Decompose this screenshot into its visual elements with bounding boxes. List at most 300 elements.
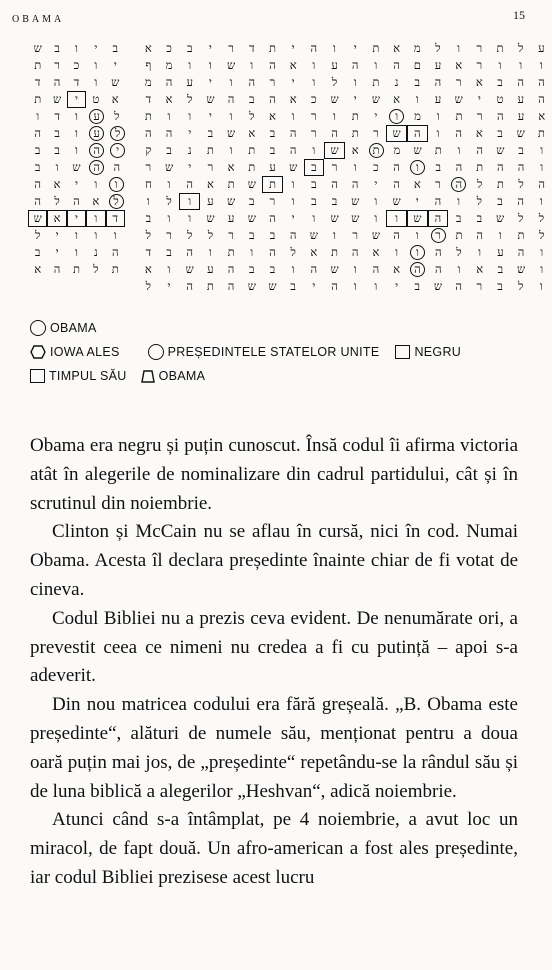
- legend-row: [30, 340, 461, 364]
- grid-letter: ה: [310, 262, 318, 276]
- grid-letter: ו: [146, 194, 150, 208]
- grid-letter: ל: [109, 194, 124, 209]
- grid-letter: ד: [54, 109, 60, 123]
- grid-row: [138, 125, 552, 142]
- grid-letter: ב: [269, 143, 276, 157]
- grid-letter: ב: [269, 228, 276, 242]
- grid-letter: ת: [268, 41, 276, 55]
- grid-letter: ו: [250, 58, 254, 72]
- grid-letter: ק: [145, 143, 152, 157]
- grid-letter: ו: [55, 160, 59, 174]
- grid-letter: ש: [433, 279, 443, 293]
- grid-row: [138, 40, 552, 57]
- grid-letter: ש: [330, 211, 339, 225]
- grid-letter: ש: [351, 211, 360, 225]
- grid-letter: ו: [539, 279, 543, 293]
- grid-letter: ו: [208, 245, 212, 259]
- grid-letter: ת: [351, 109, 359, 123]
- grid-letter: ו: [540, 160, 544, 174]
- grid-letter: ו: [312, 211, 316, 225]
- grid-letter: ש: [206, 211, 215, 225]
- grid-letter: ת: [262, 176, 283, 193]
- grid-letter: ו: [353, 279, 357, 293]
- grid-letter: ב: [497, 262, 504, 276]
- grid-letter: ש: [227, 126, 236, 140]
- page-number: 15: [513, 8, 525, 22]
- grid-letter: ש: [227, 58, 236, 72]
- grid-letter: ה: [53, 75, 61, 89]
- grid-letter: א: [393, 262, 401, 276]
- grid-letter: ל: [518, 177, 524, 191]
- grid-letter: ח: [144, 177, 152, 191]
- grid-letter: ו: [75, 228, 78, 242]
- grid-letter: מ: [414, 109, 421, 123]
- grid-letter: ב: [414, 279, 421, 293]
- grid-letter: ב: [269, 126, 276, 140]
- grid-letter: ה: [434, 262, 442, 276]
- grid-row: [138, 176, 552, 193]
- grid-letter: י: [395, 279, 399, 293]
- grid-letter: ר: [207, 160, 214, 174]
- grid-letter: ו: [540, 245, 544, 259]
- grid-row: [28, 244, 128, 261]
- grid-letter: ה: [351, 177, 359, 191]
- grid-letter: ו: [410, 160, 425, 175]
- page-header: [12, 8, 525, 32]
- grid-letter: ו: [436, 109, 440, 123]
- grid-letter: ש: [164, 160, 174, 174]
- grid-letter: ו: [374, 211, 378, 225]
- grid-letter: ל: [538, 211, 545, 225]
- grid-letter: ל: [166, 194, 172, 208]
- grid-letter: כ: [166, 41, 172, 55]
- legend-item-obama-circle: [30, 316, 461, 340]
- grid-letter: י: [94, 41, 98, 55]
- grid-letter: ש: [247, 177, 256, 191]
- grid-letter: ר: [476, 58, 483, 72]
- grid-letter: ה: [34, 126, 41, 140]
- grid-letter: ל: [54, 194, 60, 208]
- grid-row: [28, 193, 128, 210]
- grid-letter: ה: [517, 245, 525, 259]
- left-letter-grid: [28, 40, 128, 278]
- grid-letter: ע: [207, 194, 214, 208]
- paragraph: Atunci când s-a întâmplat, pe 4 noiembrie, a avut loc un miracol, de fapt două. Un afro-american a fost ales președinte, iar codul Bibliei prezisese acest lucru: [30, 809, 518, 888]
- grid-letter: ש: [72, 160, 81, 174]
- grid-letter: ו: [410, 245, 425, 260]
- grid-letter: י: [167, 279, 171, 293]
- grid-letter: ש: [392, 194, 401, 208]
- grid-letter: ש: [371, 92, 380, 106]
- grid-letter: ל: [539, 228, 545, 242]
- grid-letter: ר: [331, 160, 338, 174]
- grid-letter: ו: [94, 75, 98, 89]
- grid-row: [138, 193, 552, 210]
- grid-letter: ש: [111, 75, 120, 89]
- grid-letter: ת: [206, 143, 214, 157]
- grid-letter: ו: [229, 109, 233, 123]
- grid-letter: א: [310, 245, 318, 259]
- grid-letter: מ: [144, 75, 152, 89]
- grid-letter: ה: [113, 160, 121, 174]
- grid-letter: ב: [166, 245, 172, 259]
- grid-letter: ו: [188, 211, 192, 225]
- grid-letter: ד: [106, 210, 125, 227]
- grid-letter: ו: [36, 109, 40, 123]
- grid-letter: א: [475, 75, 483, 89]
- grid-letter: ה: [34, 194, 41, 208]
- grid-letter: ו: [208, 58, 212, 72]
- grid-letter: א: [227, 160, 235, 174]
- grid-letter: ש: [247, 211, 256, 225]
- grid-letter: כ: [73, 58, 80, 72]
- grid-letter: ו: [353, 160, 357, 174]
- grid-letter: ה: [269, 245, 276, 259]
- grid-letter: ע: [269, 160, 276, 174]
- grid-letter: ה: [289, 143, 297, 157]
- grid-letter: ת: [537, 126, 545, 140]
- grid-letter: ו: [188, 109, 192, 123]
- grid-letter: א: [289, 58, 297, 72]
- grid-letter: י: [113, 58, 117, 72]
- grid-letter: ת: [144, 109, 152, 123]
- grid-letter: ר: [435, 177, 441, 191]
- grid-letter: ה: [476, 228, 483, 242]
- grid-letter: ה: [434, 194, 442, 208]
- grid-letter: ת: [34, 92, 42, 106]
- legend-label: OBAMA: [50, 321, 97, 335]
- grid-letter: ר: [311, 109, 317, 123]
- grid-letter: י: [67, 210, 86, 227]
- grid-letter: י: [55, 245, 59, 259]
- grid-letter: י: [67, 91, 86, 108]
- grid-letter: ר: [228, 228, 234, 242]
- grid-letter: ר: [476, 279, 483, 293]
- grid-letter: ש: [330, 262, 339, 276]
- grid-letter: ש: [371, 228, 380, 242]
- grid-letter: ר: [373, 126, 379, 140]
- grid-letter: ו: [312, 58, 316, 72]
- grid-letter: ה: [269, 211, 276, 225]
- grid-letter: ל: [114, 109, 120, 123]
- grid-letter: ש: [247, 279, 256, 293]
- grid-letter: ו: [167, 262, 171, 276]
- grid-letter: ב: [249, 262, 255, 276]
- legend-label: OBAMA: [158, 369, 206, 383]
- grid-letter: ל: [476, 194, 483, 208]
- grid-letter: י: [74, 177, 78, 191]
- grid-letter: ה: [34, 177, 41, 191]
- grid-letter: ל: [110, 126, 125, 141]
- grid-letter: ש: [516, 126, 525, 140]
- grid-letter: ע: [434, 92, 442, 106]
- grid-letter: ד: [145, 92, 152, 106]
- grid-letter: ה: [538, 92, 545, 106]
- grid-letter: ו: [539, 58, 543, 72]
- grid-letter: ב: [249, 92, 255, 106]
- grid-letter: ר: [269, 194, 276, 208]
- grid-letter: ב: [497, 279, 503, 293]
- legend-label: PREȘEDINTELE STATELOR UNITE: [167, 345, 380, 359]
- grid-row: [28, 261, 128, 278]
- grid-letter: מ: [165, 58, 173, 72]
- grid-letter: ה: [186, 279, 194, 293]
- grid-letter: ה: [538, 177, 546, 191]
- grid-letter: ל: [456, 245, 462, 259]
- grid-letter: ה: [351, 58, 359, 72]
- grid-letter: ה: [372, 262, 380, 276]
- grid-row: [138, 210, 552, 227]
- grid-letter: י: [353, 92, 357, 106]
- grid-letter: א: [47, 210, 66, 227]
- grid-letter: י: [312, 279, 316, 293]
- grid-letter: י: [415, 194, 419, 208]
- square-icon: [30, 369, 45, 383]
- grid-letter: ו: [312, 75, 316, 89]
- grid-row: [28, 227, 128, 244]
- grid-letter: ר: [311, 126, 317, 140]
- grid-letter: ט: [92, 92, 100, 106]
- grid-letter: ת: [372, 75, 380, 89]
- grid-letter: י: [55, 228, 59, 242]
- grid-letter: ו: [75, 126, 78, 140]
- grid-letter: ו: [333, 109, 336, 123]
- grid-letter: ת: [434, 143, 442, 157]
- grid-row: [28, 57, 128, 74]
- grid-letter: י: [188, 126, 192, 140]
- hexagon-icon: [30, 345, 46, 359]
- grid-letter: ו: [94, 58, 98, 72]
- grid-letter: ב: [311, 194, 317, 208]
- grid-letter: י: [188, 160, 192, 174]
- grid-letter: ש: [185, 262, 194, 276]
- grid-letter: כ: [311, 92, 317, 106]
- grid-row: [138, 108, 552, 125]
- grid-letter: ש: [268, 279, 277, 293]
- grid-letter: ב: [304, 159, 325, 176]
- grid-letter: ו: [539, 194, 543, 208]
- grid-letter: ה: [227, 262, 235, 276]
- grid-letter: ת: [369, 143, 384, 158]
- grid-letter: א: [53, 177, 61, 191]
- grid-letter: ל: [207, 228, 214, 242]
- grid-letter: ב: [518, 143, 524, 157]
- grid-letter: נ: [394, 75, 399, 89]
- grid-letter: ה: [434, 75, 442, 89]
- grid-letter: ת: [72, 262, 80, 276]
- grid-letter: ת: [476, 160, 484, 174]
- grid-letter: א: [206, 177, 214, 191]
- grid-letter: ה: [227, 279, 235, 293]
- grid-letter: ו: [457, 143, 461, 157]
- grid-letter: ת: [455, 228, 463, 242]
- grid-letter: א: [144, 262, 152, 276]
- grid-row: [28, 91, 128, 108]
- grid-letter: א: [351, 143, 359, 157]
- grid-row: [138, 57, 552, 74]
- running-title: OBAMA: [12, 14, 65, 25]
- grid-letter: ה: [186, 245, 194, 259]
- grid-letter: ל: [93, 262, 99, 276]
- grid-letter: ר: [228, 41, 234, 55]
- grid-letter: ע: [89, 126, 104, 141]
- grid-letter: ה: [145, 126, 152, 140]
- grid-letter: ה: [451, 177, 466, 192]
- grid-letter: ת: [372, 41, 380, 55]
- grid-row: [138, 244, 552, 261]
- grid-letter: ו: [374, 194, 378, 208]
- grid-letter: ת: [351, 126, 359, 140]
- grid-letter: י: [208, 41, 212, 55]
- grid-letter: ו: [75, 245, 78, 259]
- grid-row: [28, 108, 128, 125]
- grid-letter: ב: [435, 160, 442, 174]
- grid-letter: ו: [519, 58, 523, 72]
- grid-letter: ה: [331, 126, 338, 140]
- grid-letter: ו: [478, 245, 482, 259]
- grid-letter: ה: [331, 177, 338, 191]
- grid-letter: ה: [289, 228, 297, 242]
- grid-letter: ד: [34, 75, 41, 89]
- grid-letter: י: [353, 41, 357, 55]
- grid-letter: ש: [53, 92, 62, 106]
- grid-letter: ת: [331, 245, 339, 259]
- grid-letter: א: [372, 245, 380, 259]
- grid-letter: ר: [352, 228, 359, 242]
- legend-label: IOWA ALES: [50, 345, 120, 359]
- grid-letter: ה: [407, 125, 428, 142]
- grid-letter: ל: [145, 228, 152, 242]
- grid-letter: ו: [498, 58, 502, 72]
- grid-letter: ה: [393, 228, 400, 242]
- grid-letter: ם: [413, 58, 421, 72]
- grid-letter: ש: [454, 92, 463, 106]
- grid-letter: ל: [518, 279, 524, 293]
- grid-row: [138, 159, 552, 176]
- grid-letter: ו: [415, 228, 419, 242]
- grid-row: [28, 159, 128, 176]
- grid-letter: ל: [518, 41, 524, 55]
- grid-letter: ה: [476, 143, 483, 157]
- grid-letter: ו: [291, 194, 295, 208]
- grid-letter: ש: [309, 228, 318, 242]
- grid-letter: ל: [476, 177, 483, 191]
- grid-letter: א: [248, 126, 256, 140]
- grid-letter: ע: [517, 109, 525, 123]
- grid-letter: ב: [54, 41, 60, 55]
- grid-row: [28, 74, 128, 91]
- grid-letter: ו: [229, 75, 233, 89]
- grid-letter: ו: [457, 41, 461, 55]
- grid-letter: ב: [34, 143, 41, 157]
- grid-letter: ל: [290, 245, 296, 259]
- grid-letter: ה: [393, 160, 400, 174]
- grid-letter: ו: [167, 211, 171, 225]
- grid-letter: ש: [496, 143, 505, 157]
- grid-letter: ה: [410, 262, 425, 277]
- grid-letter: א: [111, 92, 119, 106]
- grid-letter: ר: [476, 41, 483, 55]
- grid-letter: ת: [248, 160, 256, 174]
- grid-row: [28, 176, 128, 193]
- grid-letter: ו: [188, 58, 192, 72]
- grid-row: [138, 91, 552, 108]
- grid-row: [138, 278, 552, 295]
- grid-row: [138, 142, 552, 159]
- grid-letter: ו: [94, 228, 98, 242]
- grid-letter: ב: [249, 194, 255, 208]
- grid-row: [138, 74, 552, 91]
- square-icon: [395, 345, 410, 359]
- grid-letter: ר: [476, 109, 483, 123]
- grid-letter: ו: [109, 177, 124, 192]
- grid-letter: ה: [248, 75, 256, 89]
- grid-letter: ה: [165, 126, 173, 140]
- grid-letter: ב: [497, 126, 503, 140]
- grid-letter: י: [374, 109, 378, 123]
- grid-letter: ב: [269, 262, 276, 276]
- grid-letter: ל: [187, 92, 193, 106]
- grid-letter: ו: [86, 210, 105, 227]
- grid-letter: ו: [94, 177, 98, 191]
- grid-letter: ב: [455, 211, 462, 225]
- grid-letter: מ: [393, 143, 401, 157]
- grid-letter: ו: [291, 177, 295, 191]
- grid-letter: ר: [455, 75, 462, 89]
- right-letter-grid: [138, 40, 552, 295]
- grid-row: [138, 261, 552, 278]
- grid-letter: ה: [89, 160, 104, 175]
- grid-letter: ל: [435, 41, 441, 55]
- paragraph: Din nou matricea codului era fără greșeală. „B. Obama este președinte“, alături de numele său, menționat pentru a doua oară puțin mai jos, de „președinte“ repetându-se la rândul său și de luna biblică a alegerilor „Heshvan“, adică noiembrie.: [30, 694, 518, 802]
- grid-letter: ה: [289, 126, 297, 140]
- grid-letter: ש: [495, 211, 505, 225]
- grid-letter: ה: [351, 245, 359, 259]
- grid-letter: ת: [34, 58, 42, 72]
- grid-letter: א: [34, 262, 42, 276]
- grid-letter: ו: [75, 109, 78, 123]
- grid-letter: כ: [373, 160, 379, 174]
- grid-letter: ע: [331, 58, 338, 72]
- grid-letter: ו: [291, 262, 295, 276]
- grid-letter: א: [269, 109, 276, 123]
- grid-letter: ו: [540, 143, 544, 157]
- grid-letter: א: [165, 92, 173, 106]
- grid-letter: ו: [250, 245, 254, 259]
- grid-letter: ה: [89, 143, 104, 158]
- grid-letter: א: [475, 126, 483, 140]
- grid-row: [28, 40, 128, 57]
- grid-letter: ב: [331, 194, 338, 208]
- grid-letter: ל: [249, 109, 255, 123]
- grid-letter: א: [144, 41, 152, 55]
- grid-letter: ת: [248, 143, 256, 157]
- grid-letter: נ: [187, 143, 192, 157]
- grid-letter: ר: [431, 228, 446, 243]
- grid-letter: ע: [517, 92, 524, 106]
- grid-letter: ה: [269, 92, 276, 106]
- grid-letter: ו: [457, 194, 461, 208]
- paragraph: Codul Bibliei nu a prezis ceva evident. De nenumărate ori, a prevestit ceea ce nimeni nu credea a fi cu putință – apoi s-a adeverit.: [30, 607, 518, 687]
- grid-letter: ו: [113, 228, 117, 242]
- grid-letter: א: [289, 92, 297, 106]
- grid-letter: ש: [289, 160, 298, 174]
- grid-letter: ב: [34, 245, 41, 259]
- grid-letter: ה: [111, 245, 119, 259]
- grid-letter: ש: [206, 92, 215, 106]
- grid-letter: ה: [393, 177, 400, 191]
- grid-letter: ו: [374, 279, 378, 293]
